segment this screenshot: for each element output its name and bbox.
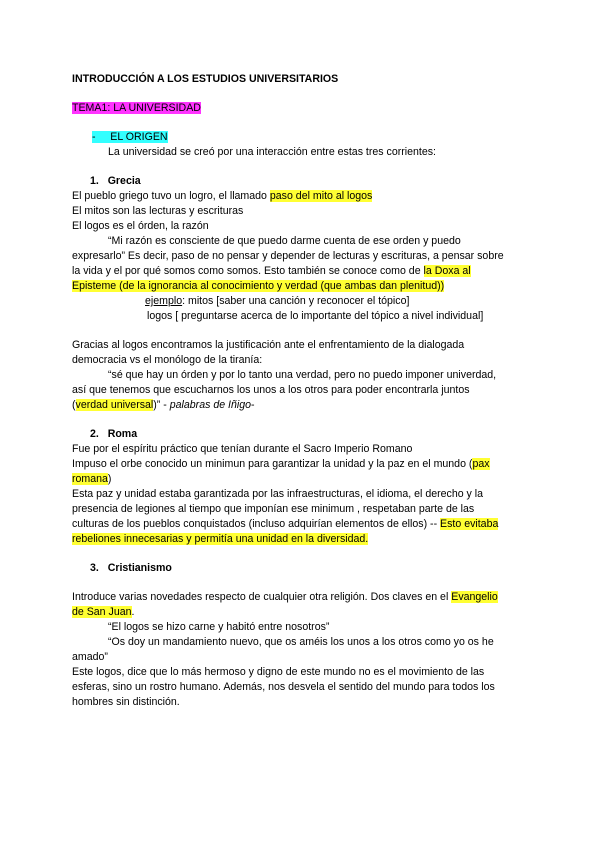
cristianismo-quote-2: “Os doy un mandamiento nuevo, que os améis los unos a los otros como yo os he: [108, 636, 494, 648]
grecia-highlight-mito-logos: paso del mito al logos: [269, 190, 373, 202]
cristianismo-line-2: [72, 605, 134, 620]
grecia-ejemplo-2: logos [ preguntarse acerca de lo importante del tópico a nivel individual]: [147, 310, 484, 322]
grecia-highlight-doxa: la Doxa al: [423, 265, 471, 277]
roma-paren-close: ): [107, 473, 112, 485]
cristianismo-heading: [90, 561, 172, 576]
cristianismo-quote-3: amado”: [72, 651, 108, 663]
quote-close: )” -: [153, 399, 170, 411]
grecia-highlight-episteme: Episteme (de la ignorancia al conocimiento y verdad (que ambas dan plenitud)): [72, 280, 445, 292]
grecia-heading: [90, 174, 141, 189]
cristianismo-line-3: Este logos, dice que lo más hermoso y digno de este mundo no es el movimiento de las: [72, 666, 485, 678]
ejemplo-mitos: : mitos [saber una canción y reconocer el tópico]: [182, 295, 410, 307]
roma-line-4: Esta paz y unidad estaba garantizada por las infraestructuras, el idioma, el derecho y la: [72, 488, 484, 500]
tema-highlight: TEMA1: LA UNIVERSIDAD: [72, 102, 201, 114]
cristianismo-line-1: [72, 590, 498, 605]
grecia-para-4: así que tenemos que escucharnos los unos a los otros para poder encontrarla juntos: [72, 384, 470, 396]
origen-title: EL ORIGEN: [110, 131, 168, 143]
doc-title: INTRODUCCIÓN A LOS ESTUDIOS UNIVERSITARIOS: [72, 73, 339, 85]
grecia-highlight-verdad: verdad universal: [75, 399, 154, 411]
grecia-line-1-text: El pueblo griego tuvo un logro, el llamado: [72, 190, 270, 202]
attribution: palabras de Iñigo: [169, 399, 252, 411]
paren-open: (: [72, 399, 76, 411]
grecia-para-5: [72, 398, 255, 413]
grecia-quote-3: [72, 264, 471, 279]
attribution-dash: -: [251, 399, 255, 411]
ejemplo-label: ejemplo: [145, 295, 183, 307]
roma-highlight-evitaba: Esto evitaba: [440, 518, 499, 530]
grecia-line-3: El logos es el órden, la razón: [72, 220, 209, 232]
grecia-quote-3-text: la vida y el por qué somos como somos. Esto también se conoce como de: [72, 265, 424, 277]
roma-highlight-rebeliones: rebeliones innecesarias y permitía una unidad en la diversidad.: [72, 533, 369, 545]
roma-line-2-text: Impuso el orbe conocido un minimun para garantizar la unidad y la paz en el mundo (: [72, 458, 473, 470]
roma-line-1: Fue por el espíritu práctico que tenían durante el Sacro Imperio Romano: [72, 443, 413, 455]
origen-heading: [92, 130, 168, 145]
roma-highlight-romana: romana: [72, 473, 108, 485]
origen-bullet: -: [92, 131, 96, 143]
cristianismo-period: .: [131, 606, 135, 618]
roma-heading: [90, 427, 137, 442]
grecia-quote-2: expresarlo” Es decir, paso de no pensar y depender de lecturas y escrituras, a pensar sobre: [72, 250, 504, 262]
origen-intro: La universidad se creó por una interacción entre estas tres corrientes:: [108, 146, 436, 158]
grecia-number: 1.: [90, 175, 99, 187]
roma-line-3: [72, 472, 111, 487]
cristianismo-line-5: hombres sin distinción.: [72, 696, 180, 708]
roma-line-6: [72, 517, 498, 532]
roma-title: Roma: [107, 428, 138, 440]
tema-heading: [72, 101, 201, 116]
grecia-para-1: Gracias al logos encontramos la justificación ante el enfrentamiento de la dialogada: [72, 339, 465, 351]
grecia-title: Grecia: [107, 175, 141, 187]
roma-line-6-text: culturas de los pueblos conquistados (incluso adquirían elementos de ellos) --: [72, 518, 441, 530]
grecia-line-1: [72, 189, 372, 204]
grecia-ejemplo-1: [145, 294, 409, 309]
grecia-quote-1: “Mi razón es consciente de que puedo darme cuenta de ese orden y puedo: [108, 235, 461, 247]
roma-highlight-pax: pax: [472, 458, 490, 470]
roma-line-7: [72, 532, 368, 547]
roma-number: 2.: [90, 428, 99, 440]
grecia-para-2: democracia vs el monólogo de la tiranía:: [72, 354, 263, 366]
cristianismo-highlight-evangelio: Evangelio: [451, 591, 498, 603]
grecia-para-3: “sé que hay un órden y por lo tanto una verdad, pero no puedo imponer univerdad,: [108, 369, 497, 381]
cristianismo-line-4: esferas, sino un rostro humano. Además, nos desvela el sentido del mundo para todos los: [72, 681, 495, 693]
roma-line-5: presencia de legiones al tiempo que imponían ese minimum , respetaban parte de las: [72, 503, 475, 515]
grecia-quote-4: [72, 279, 444, 294]
cristianismo-line-1-text: Introduce varias novedades respecto de cualquier otra religión. Dos claves en el: [72, 591, 452, 603]
cristianismo-quote-1: “El logos se hizo carne y habitó entre nosotros”: [108, 621, 330, 633]
grecia-line-2: El mitos son las lecturas y escrituras: [72, 205, 244, 217]
roma-line-2: [72, 457, 490, 472]
origen-highlight: [92, 131, 168, 143]
cristianismo-number: 3.: [90, 562, 99, 574]
cristianismo-title: Cristianismo: [107, 562, 172, 574]
cristianismo-highlight-san-juan: de San Juan: [72, 606, 132, 618]
